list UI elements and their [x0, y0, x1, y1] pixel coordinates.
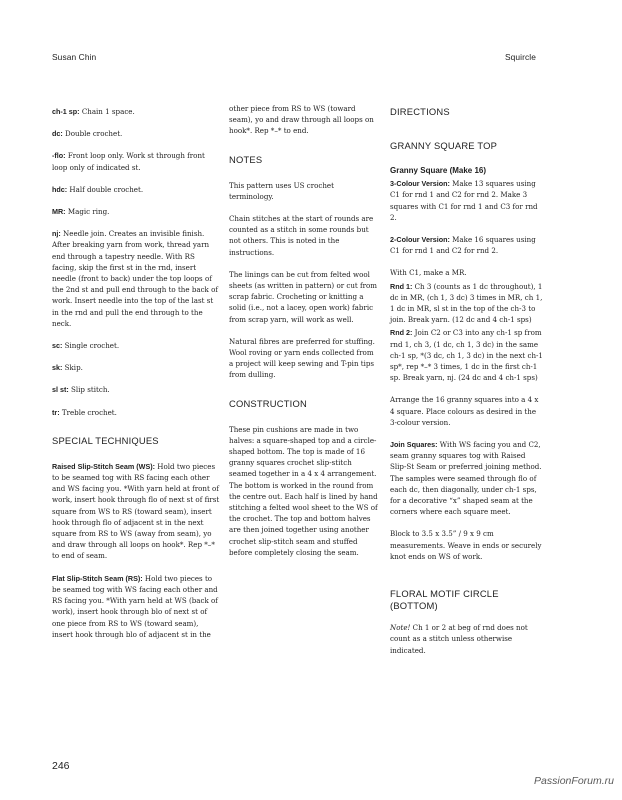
column-left — [52, 106, 220, 651]
two-colour-version — [390, 234, 543, 256]
abbreviation-term: dc: — [52, 129, 63, 139]
version-text: Make 16 squares using C1 for rnd 1 and C2 for rnd 2. — [390, 235, 536, 256]
running-header-title: Squircle — [504, 52, 536, 62]
abbreviation-definition: Chain 1 space. — [79, 107, 135, 116]
notes-paragraph: Natural fibres are preferred for stuffing. Wool roving or yarn ends collected from a project will keep sewing and T-pin tips from dulling. — [229, 336, 375, 380]
note-text: Ch 1 or 2 at beg of rnd does not count as a stitch unless otherwise indicated. — [390, 623, 528, 655]
round-text: Join C2 or C3 into any ch-1 sp from rnd 1, ch 3, (1 dc, ch 1, 3 dc) in the same ch-1 sp, *(3 dc, ch 1, 3 dc) in the next ch-1 sp*, rep *–* 3 times, 1 dc in the first ch-1 sp. Break yarn, nj. (24 dc and 4 ch-1 sps) — [390, 328, 543, 383]
abbreviation-term: MR: — [52, 207, 66, 217]
abbreviation-term: sk: — [52, 363, 63, 373]
section-heading-notes: NOTES — [229, 153, 263, 165]
column-middle — [229, 106, 379, 569]
notes-paragraph: The linings can be cut from felted wool sheets (as written in pattern) or cut from scrap fabric. Crocheting or knitting a solid (i.e., not a lacey, open work) fabric from scrap yarn, will work as well. — [229, 269, 378, 324]
technique-flat-seam — [52, 573, 220, 640]
notes-paragraph: This pattern uses US crochet terminology. — [229, 180, 334, 201]
three-colour-version — [390, 178, 543, 223]
abbreviation-entry — [52, 184, 220, 195]
technique-raised-seam — [52, 461, 220, 562]
join-term: Join Squares: — [390, 440, 438, 450]
round-term: Rnd 2: — [390, 328, 413, 338]
abbreviation-entry — [52, 362, 220, 373]
round-1-instruction — [390, 281, 543, 326]
abbreviation-term: tr: — [52, 407, 60, 417]
join-squares-paragraph — [390, 439, 543, 517]
section-heading-construction: CONSTRUCTION — [229, 397, 307, 409]
round-term: Rnd 1: — [390, 281, 413, 291]
abbreviation-definition: Needle join. Creates an invisible finish. After breaking yarn from work, thread yarn end through a tapestry needle. With RS facing, skip the first st in the rnd, insert needle (front to back) under the top loops of the 2nd st and pull end through to the back of work. Insert needle into the top of the last st in the rnd and pull the end through to the neck. — [52, 229, 219, 328]
technique-text: Hold two pieces to be seamed tog with WS facing each other and RS facing you. *With yarn held at WS (back of work), insert hook through blo of next st of one piece from RS to WS (toward seam), insert hook through blo of adjacent st in the — [52, 573, 218, 639]
abbreviation-term: sl st: — [52, 385, 69, 395]
subheading-granny-square: Granny Square (Make 16) — [390, 166, 487, 175]
technique-term: Raised Slip-Stitch Seam (WS): — [52, 461, 156, 471]
abbreviation-entry — [52, 384, 220, 395]
page-number: 246 — [52, 760, 70, 772]
section-heading-directions: DIRECTIONS — [390, 106, 450, 117]
running-header-author: Susan Chin — [52, 52, 97, 62]
join-text: With WS facing you and C2, seam granny squares tog with Raised Slip-St Seam or preferred joining method. The samples were seamed through flo of each dc, then diagonally, under ch-1 sps, for a decorative “x” shaped seam at the corners where each square meet. — [390, 440, 542, 517]
abbreviation-term: ch-1 sp: — [52, 107, 80, 116]
section-heading-granny-square-top: GRANNY SQUARE TOP — [390, 140, 498, 151]
abbreviation-definition: Skip. — [62, 363, 83, 373]
note-label: Note! — [390, 623, 411, 633]
technique-term: Flat Slip-Stitch Seam (RS): — [52, 573, 143, 583]
notes-paragraph: Chain stitches at the start of rounds are counted as a stitch in some rounds but not others. This is noted in the instructions. — [229, 214, 374, 257]
version-term: 3-Colour Version: — [390, 179, 450, 189]
column-right — [390, 106, 543, 667]
watermark: PassionForum.ru — [534, 775, 614, 787]
instruction-start: With C1, make a MR. — [390, 268, 467, 278]
abbreviation-definition: Half double crochet. — [67, 184, 144, 194]
abbreviation-definition: Front loop only. Work st through front loop only of indicated st. — [52, 151, 205, 172]
abbreviation-entry — [52, 106, 220, 117]
abbreviation-term: -flo: — [52, 151, 66, 161]
abbreviation-definition: Magic ring. — [65, 207, 110, 217]
abbreviation-term: sc: — [52, 341, 63, 351]
abbreviation-definition: Slip stitch. — [68, 385, 110, 395]
version-term: 2-Colour Version: — [390, 235, 450, 245]
technique-text: Hold two pieces to be seamed tog with RS facing each other and WS facing you. *With yarn held at front of work, insert hook through flo of next st of first square from WS to RS (toward seam), insert hook through flo of adjacent st in the next square from RS to WS (away from seam), yo and draw through all loops on hook*. Rep *–* to end of seam. — [52, 461, 220, 561]
note-paragraph — [390, 622, 543, 656]
abbreviation-entry — [52, 407, 220, 418]
section-heading-floral-motif: FLORAL MOTIF CIRCLE (BOTTOM) — [390, 588, 499, 612]
abbreviation-entry — [52, 228, 220, 329]
abbreviation-entry — [52, 340, 220, 351]
block-paragraph: Block to 3.5 x 3.5” / 9 x 9 cm measurements. Weave in ends or securely knot ends on WS of work. — [390, 529, 542, 561]
round-2-instruction — [390, 327, 543, 383]
abbreviation-definition: Treble crochet. — [59, 407, 117, 417]
abbreviation-definition: Double crochet. — [62, 129, 123, 139]
abbreviation-entry — [52, 128, 220, 139]
abbreviation-definition: Single crochet. — [62, 341, 120, 351]
continued-paragraph: other piece from RS to WS (toward seam), yo and draw through all loops on hook*. Rep *–* to end. — [229, 104, 374, 136]
abbreviation-entry — [52, 150, 220, 172]
version-text: Make 13 squares using C1 for rnd 1 and C2 for rnd 2. Make 3 squares with C1 for rnd 1 and C3 for rnd 2. — [390, 179, 538, 222]
round-text: Ch 3 (counts as 1 dc throughout), 1 dc in MR, (ch 1, 3 dc) 3 times in MR, ch 1, 1 dc in MR, sl st in the top of the ch-3 to join. Break yarn. (12 dc and 4 ch-1 sps) — [390, 281, 543, 325]
abbreviation-term: nj: — [52, 229, 61, 239]
abbreviation-entry — [52, 206, 220, 217]
arrange-paragraph: Arrange the 16 granny squares into a 4 x 4 square. Place colours as desired in the 3-colour version. — [390, 395, 539, 427]
abbreviation-term: hdc: — [52, 184, 68, 194]
section-heading-special-techniques: SPECIAL TECHNIQUES — [52, 434, 159, 446]
construction-paragraph: These pin cushions are made in two halves: a square-shaped top and a circle-shaped bottom. The top is made of 16 granny squares crochet slip-stitch seamed together in a 4 x 4 arrangement. The bottom is worked in the round from the centre out. Each half is lined by hand stitching a felted wool sheet to the WS of the crochet. The top and bottom halves are then joined together using another crochet slip-stitch seam and stuffed before completely closing the seam. — [229, 424, 378, 557]
